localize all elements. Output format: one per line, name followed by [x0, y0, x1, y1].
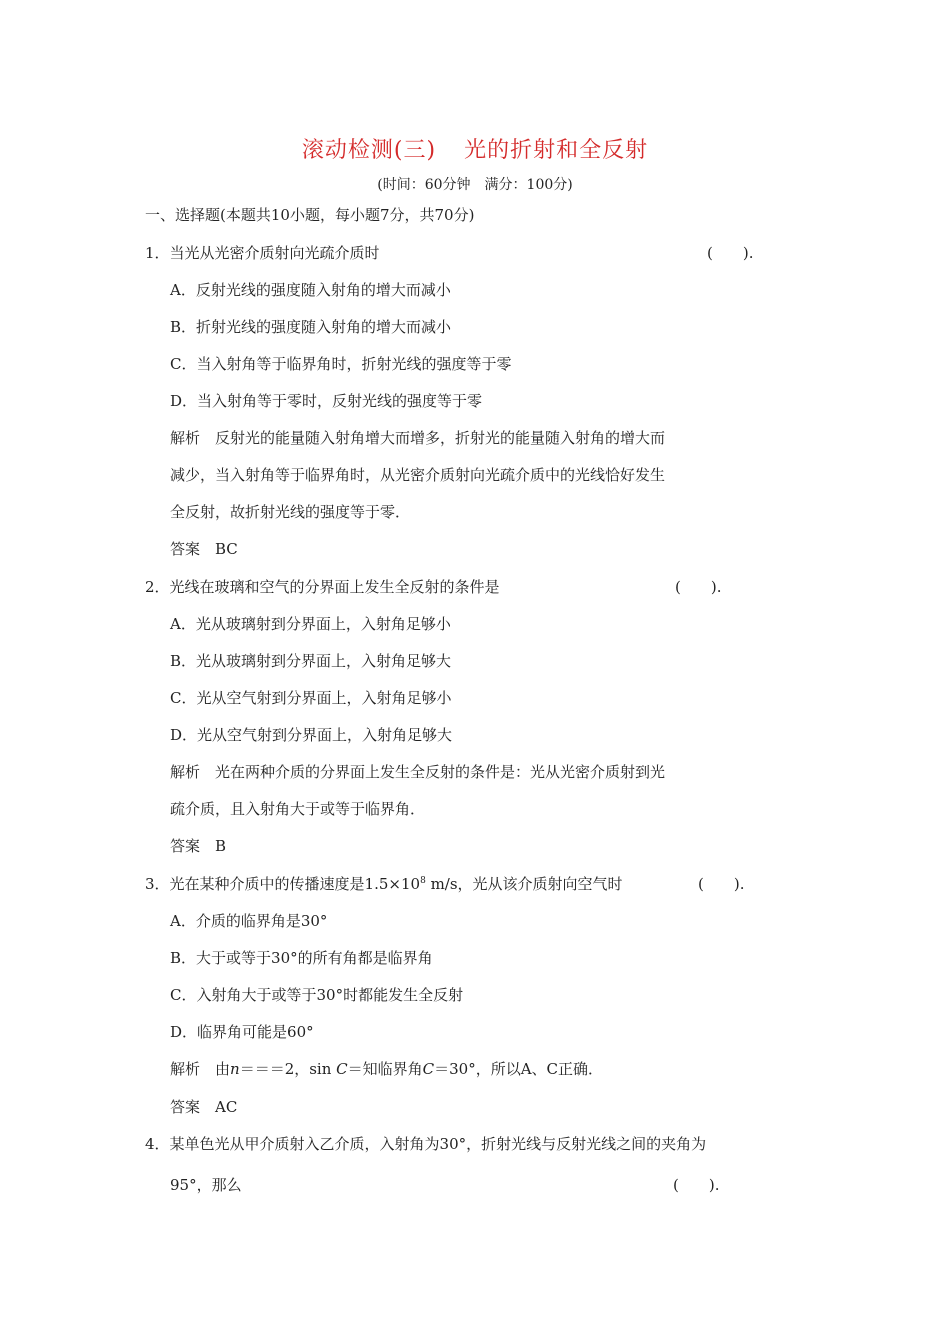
question-4-answer-blank: ( ).: [673, 1176, 720, 1194]
question-1-option-b: B．折射光线的强度随入射角的增大而减小: [170, 318, 452, 336]
question-3-analysis: 解析 由n＝＝＝2，sin C＝知临界角C＝30°，所以A、C正确．: [170, 1060, 604, 1078]
question-3-answer: 答案 AC: [170, 1098, 238, 1116]
question-2-answer: 答案 B: [170, 837, 227, 855]
question-1-analysis-line-2: 减少，当入射角等于临界角时，从光密介质射向光疏介质中的光线恰好发生: [170, 466, 666, 484]
question-4-stem-line-2: 95°，那么: [170, 1176, 242, 1194]
page-title: [0, 133, 950, 164]
question-3-answer-blank: ( ).: [698, 875, 745, 893]
question-1-stem: 1．当光从光密介质射向光疏介质时: [145, 244, 380, 262]
title-part2: 光的折射和全反射: [464, 138, 649, 163]
section-header: 一、选择题(本题共10小题，每小题7分，共70分): [145, 206, 475, 224]
question-1-analysis-line-3: 全反射，故折射光线的强度等于零．: [170, 503, 411, 521]
question-2-analysis-line-1: 解析 光在两种介质的分界面上发生全反射的条件是：光从光密介质射到光: [170, 763, 666, 781]
question-2-option-c: C．光从空气射到分界面上，入射角足够小: [170, 689, 452, 707]
question-2-analysis-line-2: 疏介质，且入射角大于或等于临界角．: [170, 800, 426, 818]
question-3-option-b: B．大于或等于30°的所有角都是临界角: [170, 949, 433, 967]
question-1-option-a: A．反射光线的强度随入射角的增大而减小: [170, 281, 451, 299]
question-1-answer-blank: ( ).: [707, 244, 754, 262]
page-subtitle: (时间：60分钟 满分：100分): [377, 177, 573, 193]
question-2-option-a: A．光从玻璃射到分界面上，入射角足够小: [170, 615, 451, 633]
question-2-stem: 2．光线在玻璃和空气的分界面上发生全反射的条件是: [145, 578, 500, 596]
question-3-option-d: D．临界角可能是60°: [170, 1023, 314, 1041]
question-2-option-b: B．光从玻璃射到分界面上，入射角足够大: [170, 652, 452, 670]
question-1-option-c: C．当入射角等于临界角时，折射光线的强度等于零: [170, 355, 512, 373]
question-1-answer: 答案 BC: [170, 540, 238, 558]
question-1-analysis-line-1: 解析 反射光的能量随入射角增大而增多，折射光的能量随入射角的增大而: [170, 429, 666, 447]
question-3-option-c: C．入射角大于或等于30°时都能发生全反射: [170, 986, 464, 1004]
question-3-stem: 3．光在某种介质中的传播速度是$1.5\times 10^8$ m/s，光从该介质射向空气时: [145, 875, 623, 893]
question-2-option-d: D．光从空气射到分界面上，入射角足够大: [170, 726, 453, 744]
question-2-answer-blank: ( ).: [675, 578, 722, 596]
title-part1: 滚动检测(三): [301, 138, 437, 163]
exponent: 8: [420, 876, 426, 886]
question-4-stem-line-1: 4．某单色光从甲介质射入乙介质，入射角为30°，折射光线与反射光线之间的夹角为: [145, 1135, 707, 1153]
question-3-option-a: A．介质的临界角是30°: [170, 912, 328, 930]
question-1-option-d: D．当入射角等于零时，反射光线的强度等于零: [170, 392, 483, 410]
